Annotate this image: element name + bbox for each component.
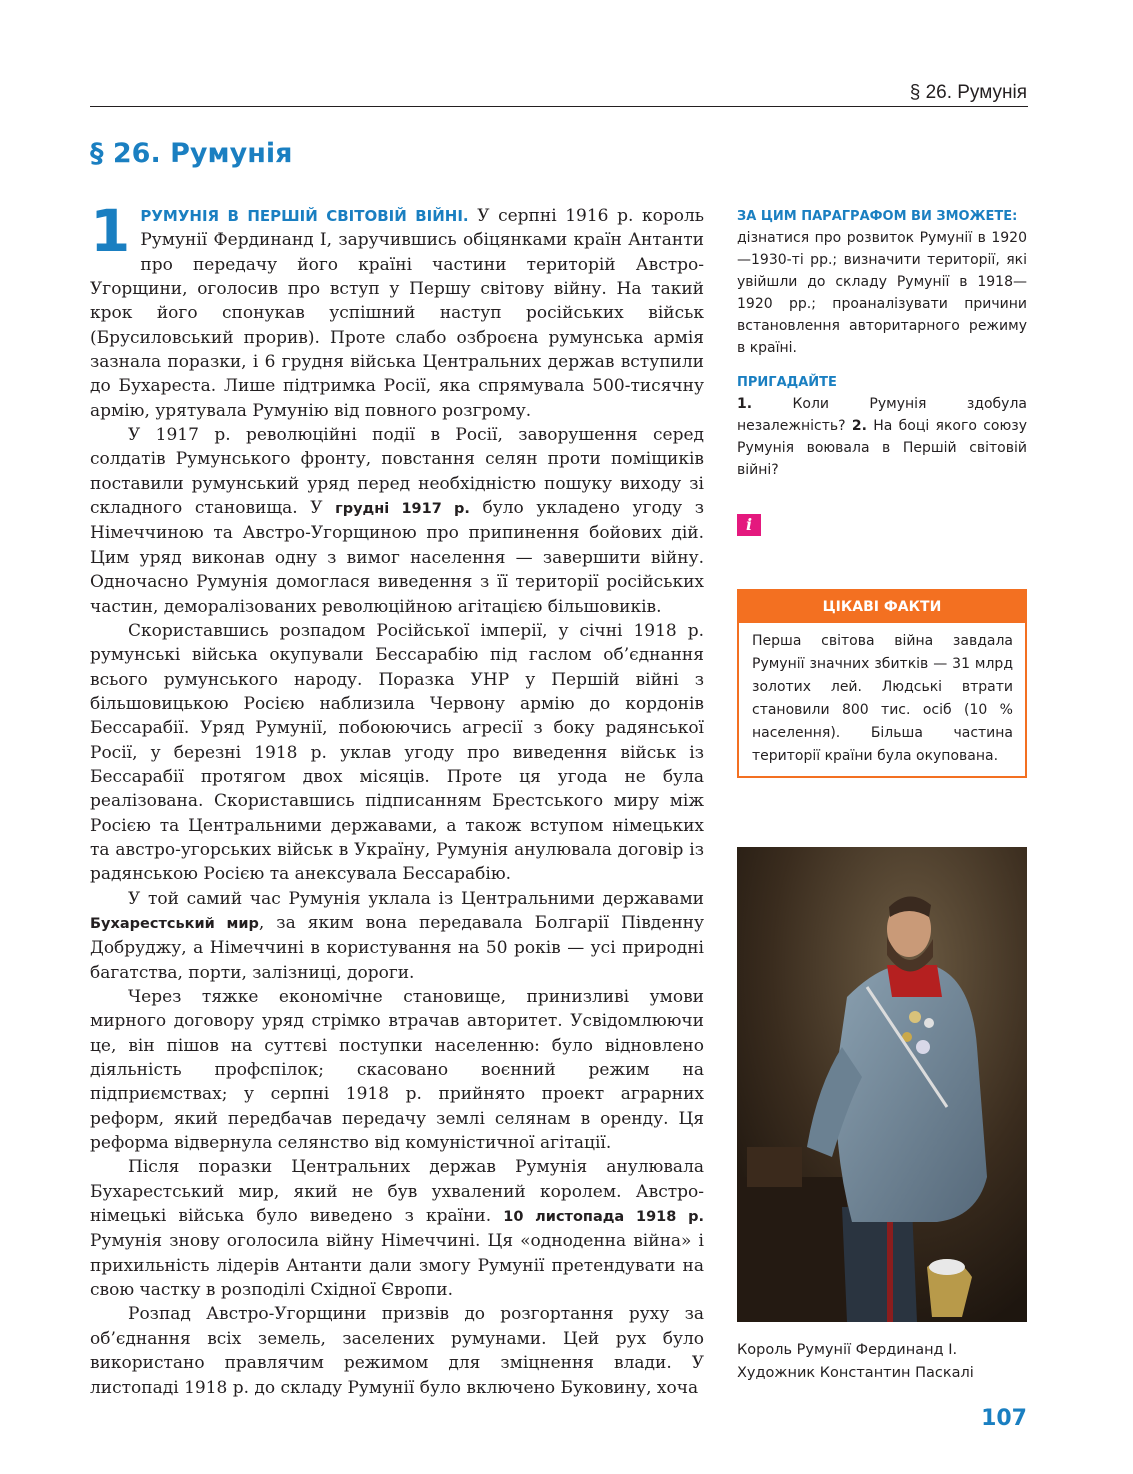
question-2-text: На боці якого союзу Румунія воювала в Першій світовій війні? (737, 418, 1028, 478)
paragraph-2 (90, 423, 704, 619)
caption-line-2: Художник Константин Паскалі (737, 1365, 974, 1381)
paragraph-4-text-a: У той самий час Румунія уклала із Центральними державами (128, 888, 704, 909)
paragraph-1 (90, 197, 704, 423)
paragraph-6 (90, 1155, 704, 1302)
page-title: § 26. Румунія (90, 138, 293, 169)
caption-line-1: Король Румунії Фердинанд I. (737, 1342, 958, 1358)
objectives-block (737, 207, 1027, 359)
remember-heading: ПРИГАДАЙТЕ (737, 375, 837, 390)
paragraph-4-text-b: , за яким вона передавала Болгарії Південну Добруджу, а Німеччині в користування на 50 років — усі природні багатства, порти, залізниці, дороги. (90, 912, 704, 983)
portrait-caption (737, 1339, 1027, 1385)
paragraph-5: Через тяжке економічне становище, принизливі умови мирного договору уряд стрімко втрачав авторитет. Усвідомлюючи це, він пішов на суттєві поступки населенню: було відновлено діяльність профспілок; скасовано воєнний режим на підприємствах; у серпні 1918 р. прийнято проект аграрних реформ, який передбачав передачу землі селянам в оренду. Ця реформа відвернула селянство від комуністичної агітації. (90, 987, 704, 1154)
paragraph-2-text-b: було укладено угоду з Німеччиною та Австро-Угорщиною про припинення бойових дій. Цим уряд виконав одну з вимог населення — завершити війну. Одночасно Румунія домоглася виведення з її території російських частин, деморалізованих революційною агітацією більшовиків. (90, 498, 704, 617)
section-heading: РУМУНІЯ В ПЕРШІЙ СВІТОВІЙ ВІЙНІ. (140, 207, 469, 225)
paragraph-1-text: У серпні 1916 р. король Румунії Фердинанд I, заручившись обіцянками країн Антанти про передачу його країні частини територій Австро-Угорщини, оголосив про вступ у Першу світову війну. На такий крок його спонукав успішний наступ російських військ (Брусиловський прорив). Проте слабо озброєна румунська армія зазнала поразки, і 6 грудня війська Центральних держав вступили до Бухареста. Лише підтримка Росії, яка спрямувала 500-тисячну армію, урятувала Румунію від повного розгрому. (90, 206, 704, 421)
question-1-text: Коли Румунія здобула незалежність? (737, 396, 1027, 434)
facts-text: Перша світова війна завдала Румунії значних збитків — 31 млрд золотих лей. Людські втрати становили 800 тис. осіб (10 % населення). Більша частина території країни була окупована. (752, 633, 1013, 764)
paragraph-7: Розпад Австро-Угорщини призвів до розгортання руху за об’єднання всіх земель, заселених румунами. Цей рух було використано правлячим режимом для зміцнення влади. У листопаді 1918 р. до складу Румунії було включено Буковину, хоча (90, 1304, 704, 1398)
info-icon: i (737, 514, 761, 536)
remember-questions (737, 393, 1027, 481)
question-1-number: 1. (737, 396, 753, 412)
objectives-text: дізнатися про розвиток Румунії в 1920—1930-ті рр.; визначити території, які увійшли до складу Румунії в 1918—1920 рр.; проаналізувати причини встановлення авторитарного режиму в країні. (737, 230, 1027, 356)
running-header: § 26. Румунія (909, 82, 1027, 103)
paragraph-6-text-b: Румунія знову оголосила війну Німеччині. Ця «одноденна війна» і прихильність лідерів Антанти дали змогу Румунії претендувати на свою частку в розподілі Східної Європи. (90, 1231, 704, 1301)
paragraph-2-text-a: У 1917 р. революційні події в Росії, заворушення серед солдатів Румунського фронту, повстання селян проти поміщиків поставили румунський уряд перед необхідністю пошуку виходу зі складного становища. У (90, 425, 704, 519)
paragraph-4 (90, 887, 704, 985)
remember-block (737, 373, 1027, 481)
header-rule (90, 106, 1028, 107)
paragraph-6-text-a: Після поразки Центральних держав Румунія анулювала Бухарестський мир, який не був ухвалений королем. Австро-німецькі війська було виведено з країни. (90, 1157, 704, 1227)
question-2-number: 2. (851, 418, 867, 434)
date-highlight-nov-1918: 10 листопада 1918 р. (503, 1209, 704, 1226)
paragraph-3: Скориставшись розпадом Російської імперії, у січні 1918 р. румунські війська окупували Бессарабію під гаслом об’єднання всього румунського народу. Поразка УНР у Першій війні з більшовицькою Росією наблизила Червону армію до кордонів Бессарабії. Уряд Румунії, побоюючись агресії з боку радянської Росії, у березні 1918 р. уклав угоду про виведення військ із Бессарабії протягом двох місяців. Проте ця угода не була реалізована. Скориставшись підписанням Брестського миру між Росією та Центральними державами, а також вступом німецьких та австро-угорських військ в Україну, Румунія анулювала договір із радянською Росією та анексувала Бессарабію. (90, 620, 704, 885)
king-ferdinand-portrait (737, 847, 1027, 1322)
main-text-column (90, 197, 704, 1400)
facts-title: ЦІКАВІ ФАКТИ (739, 591, 1025, 623)
section-number-dropcap: 1 (90, 197, 131, 265)
page-number: 107 (981, 1406, 1027, 1431)
date-highlight-dec-1917: грудні 1917 р. (335, 501, 470, 518)
term-bucharest-peace: Бухарестський мир (90, 915, 259, 932)
interesting-facts-box (737, 589, 1027, 778)
objectives-heading: ЗА ЦИМ ПАРАГРАФОМ ВИ ЗМОЖЕТЕ: (737, 209, 1018, 224)
